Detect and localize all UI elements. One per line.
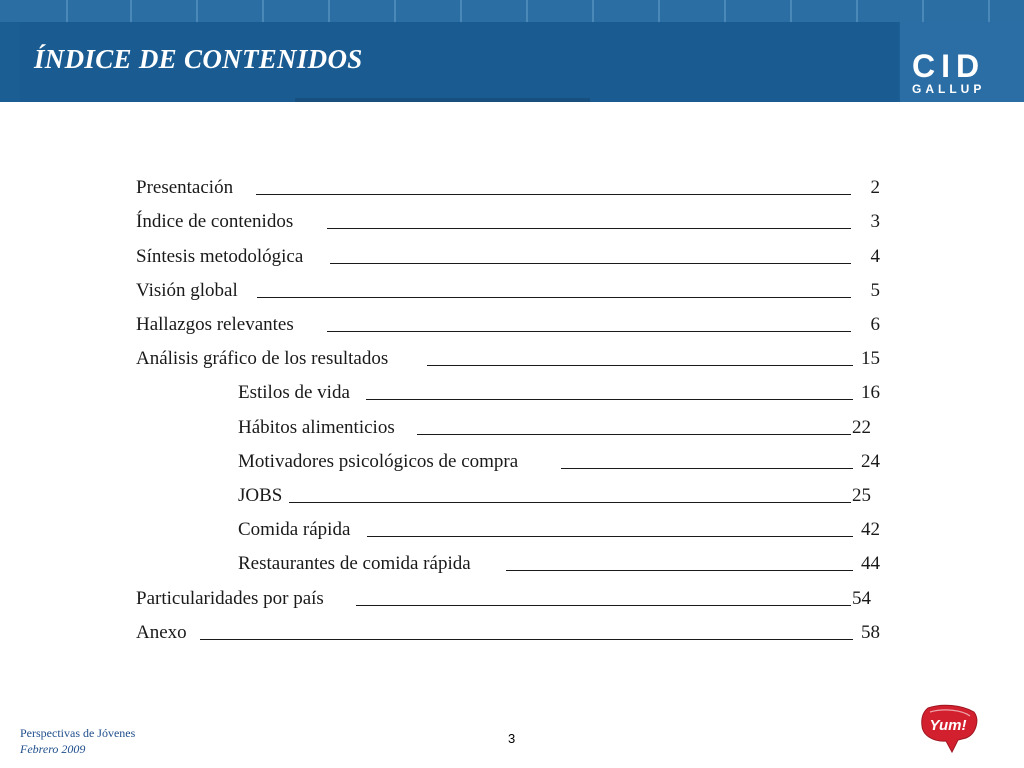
toc-entry-page: 44 [861, 553, 880, 574]
toc-entry-page: 58 [861, 622, 880, 643]
toc-leader-line [327, 228, 851, 229]
toc-entry-label: Presentación [136, 177, 234, 198]
yum-logo-text: Yum! [929, 717, 967, 734]
page-title: ÍNDICE DE CONTENIDOS [34, 44, 363, 74]
toc-entry-page: 54 [852, 588, 871, 609]
footer-info [20, 725, 135, 757]
toc-leader-line [327, 331, 851, 332]
toc-entry-label: Particularidades por país [136, 588, 324, 609]
toc-entry-page: 15 [861, 348, 880, 369]
toc-entry-label: Comida rápida [238, 519, 351, 540]
toc-entry-page: 3 [870, 211, 880, 232]
toc-entry-page: 22 [852, 417, 871, 438]
toc-entry-label: Hallazgos relevantes [136, 314, 294, 335]
toc-entry-label: Índice de contenidos [136, 211, 294, 232]
toc-entry-page: 24 [861, 451, 880, 472]
toc-leader-line [200, 639, 853, 640]
footer-title: Perspectivas de Jóvenes [20, 726, 136, 740]
toc-entry-label: Visión global [136, 280, 238, 301]
toc-entry-label: Síntesis metodológica [136, 246, 304, 267]
toc-entry-page: 2 [870, 177, 880, 198]
toc-leader-line [257, 297, 851, 298]
toc-leader-line [367, 536, 853, 537]
toc-entry-page: 4 [870, 246, 880, 267]
toc-entry-page: 6 [870, 314, 880, 335]
toc-entry-label: Estilos de vida [238, 382, 350, 403]
toc-entry-label: Motivadores psicológicos de compra [238, 451, 519, 472]
toc-entry-page: 42 [861, 519, 880, 540]
toc-leader-line [417, 434, 851, 435]
toc-leader-line [427, 365, 853, 366]
toc-leader-line [366, 399, 853, 400]
toc-leader-line [506, 570, 853, 571]
toc-entry-label: Análisis gráfico de los resultados [136, 348, 389, 369]
toc-leader-line [561, 468, 853, 469]
footer-date: Febrero 2009 [20, 742, 86, 756]
toc-leader-line [356, 605, 851, 606]
toc-entry-page: 5 [870, 280, 880, 301]
toc-leader-line [289, 502, 851, 503]
yum-logo-icon [918, 704, 980, 754]
toc-entry-page: 16 [861, 382, 880, 403]
toc-entry-label: Anexo [136, 622, 187, 643]
toc-entry-label: Hábitos alimenticios [238, 417, 395, 438]
toc-entry-page: 25 [852, 485, 871, 506]
slide-page-number: 3 [508, 731, 516, 746]
toc-leader-line [330, 263, 851, 264]
toc-entry-label: Restaurantes de comida rápida [238, 553, 471, 574]
cid-logo-text: CID [912, 48, 986, 84]
toc-leader-line [256, 194, 851, 195]
gallup-logo-text: GALLUP [912, 82, 986, 96]
toc-entry-label: JOBS [238, 485, 283, 506]
